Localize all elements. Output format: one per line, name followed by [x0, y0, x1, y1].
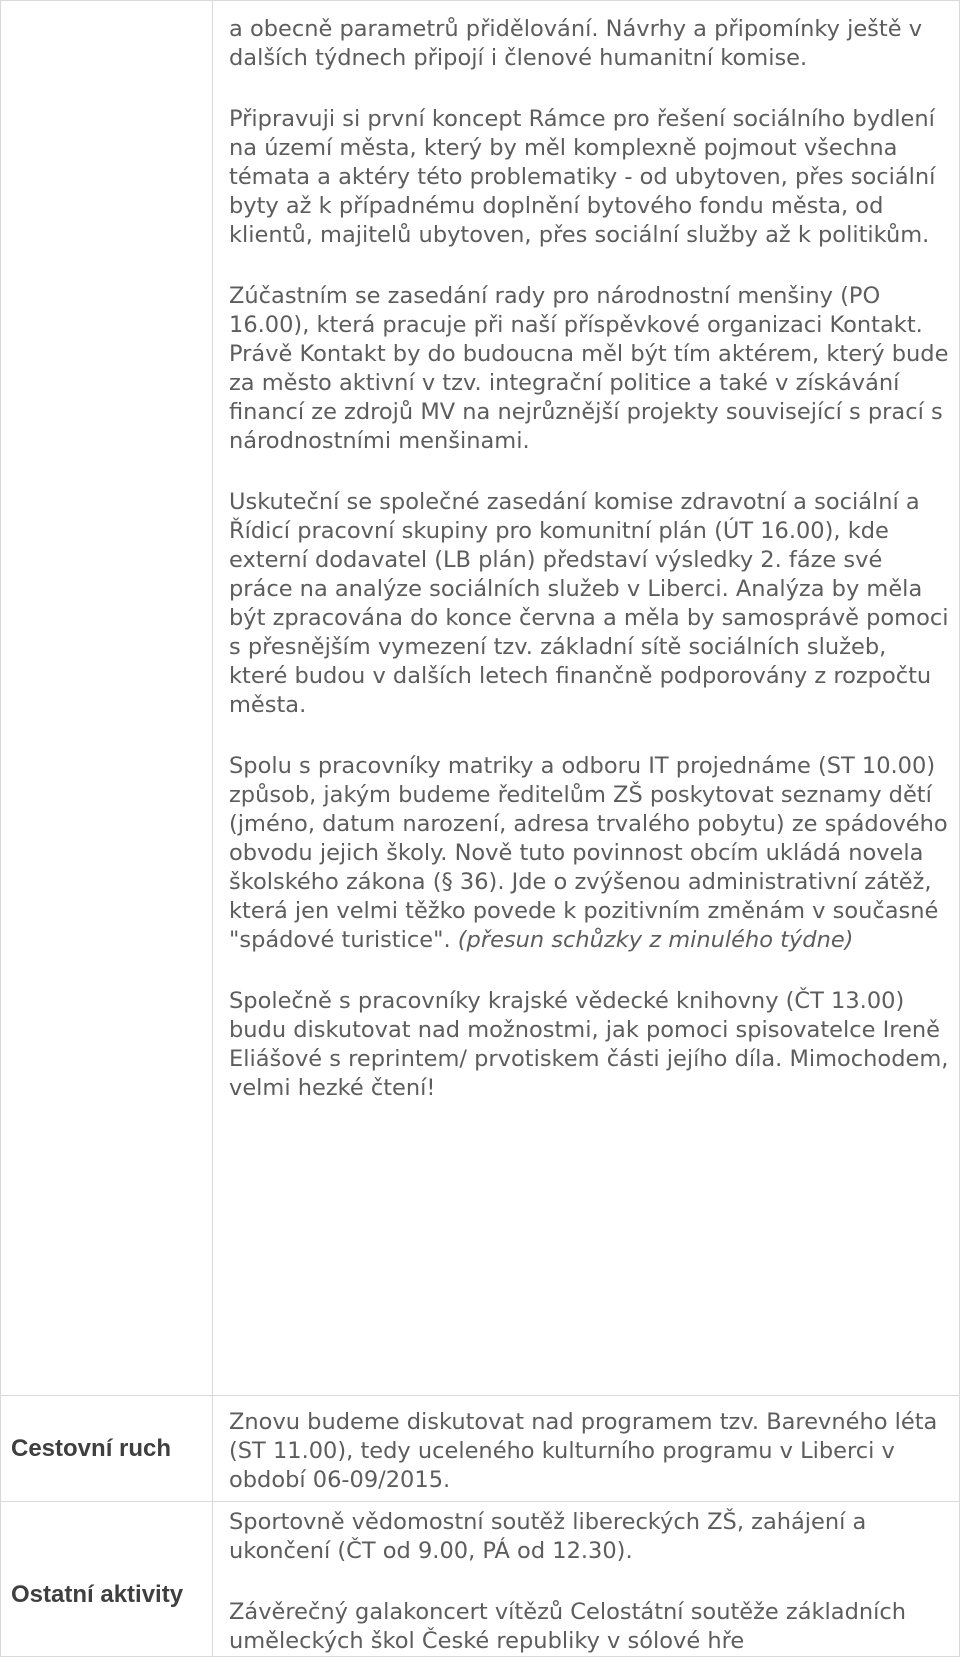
table-row-social — [1, 1, 960, 1396]
row-content-other — [213, 1502, 960, 1657]
table-row-other — [1, 1502, 960, 1657]
paragraph-registry-meeting — [229, 752, 949, 955]
row-label-other: Ostatní aktivity — [1, 1502, 213, 1657]
table-row-tourism — [1, 1396, 960, 1502]
row-content-social — [213, 1, 960, 1396]
paragraph-registry-note: (přesun schůzky z minulého týdne) — [457, 927, 854, 953]
paragraph-health-committee: Uskuteční se společné zasedání komise zdravotní a sociální a Řídicí pracovní skupiny pro komunitní plán (ÚT 16.00), kde externí dodavatel (LB plán) představí výsledky 2. fáze své práce na analýze sociálních služeb v Liberci. Analýza by měla být zpracována do konce června a měla by samosprávě pomoci s přesnějším vymezení tzv. základní sítě sociálních služeb, které budou v dalších letech finančně podporovány z rozpočtu města. — [229, 489, 949, 718]
paragraph-social-housing-framework: Připravuji si první koncept Rámce pro řešení sociálního bydlení na území města, který by měl komplexně pojmout všechna témata a aktéry této problematiky - od ubytoven, přes sociální byty až k případnému doplnění bytového fondu města, od klientů, majitelů ubytoven, přes sociální služby až k politikům. — [229, 106, 936, 248]
row-label-tourism: Cestovní ruch — [1, 1396, 213, 1502]
paragraph-galaconcert: Závěrečný galakoncert vítězů Celostátní soutěže základních uměleckých škol České republiky v sólové hře — [229, 1599, 907, 1654]
paragraph-colorful-summer: Znovu budeme diskutovat nad programem tzv. Barevného léta (ST 11.00), tedy uceleného kulturního programu v Liberci v období 06-09/2015. — [229, 1409, 938, 1493]
paragraph-library-meeting: Společně s pracovníky krajské vědecké knihovny (ČT 13.00) budu diskutovat nad možnostmi, jak pomoci spisovatelce Ireně Eliášové s reprintem/ prvotiskem části jejího díla. Mimochodem, velmi hezké čtení! — [229, 988, 949, 1101]
row-content-tourism — [213, 1396, 960, 1502]
row-label-empty — [1, 1, 213, 1396]
paragraph-housing-params: a obecně parametrů přidělování. Návrhy a připomínky ještě v dalších týdnech připojí i členové humanitní komise. — [229, 16, 923, 71]
paragraph-registry-text: Spolu s pracovníky matriky a odboru IT projednáme (ST 10.00) způsob, jakým budeme ředitelům ZŠ poskytovat seznamy dětí (jméno, datum narození, adresa trvalého pobytu) ze spádového obvodu jejich školy. Nově tuto povinnost obcím ukládá novela školského zákona (§ 36). Jde o zvýšenou administrativní zátěž, která jen velmi těžko povede k pozitivním změnám v současné "spádové turistice". — [229, 753, 948, 953]
paragraph-school-competition: Sportovně vědomostní soutěž libereckých ZŠ, zahájení a ukončení (ČT od 9.00, PÁ od 12.30). — [229, 1509, 867, 1564]
paragraph-minorities-council: Zúčastním se zasedání rady pro národnostní menšiny (PO 16.00), která pracuje při naší příspěvkové organizaci Kontakt. Právě Kontakt by do budoucna měl být tím aktérem, který bude za město aktivní v tzv. integrační politice a také v získávání financí ze zdrojů MV na nejrůznější projekty související s prací s národnostními menšinami. — [229, 283, 949, 454]
